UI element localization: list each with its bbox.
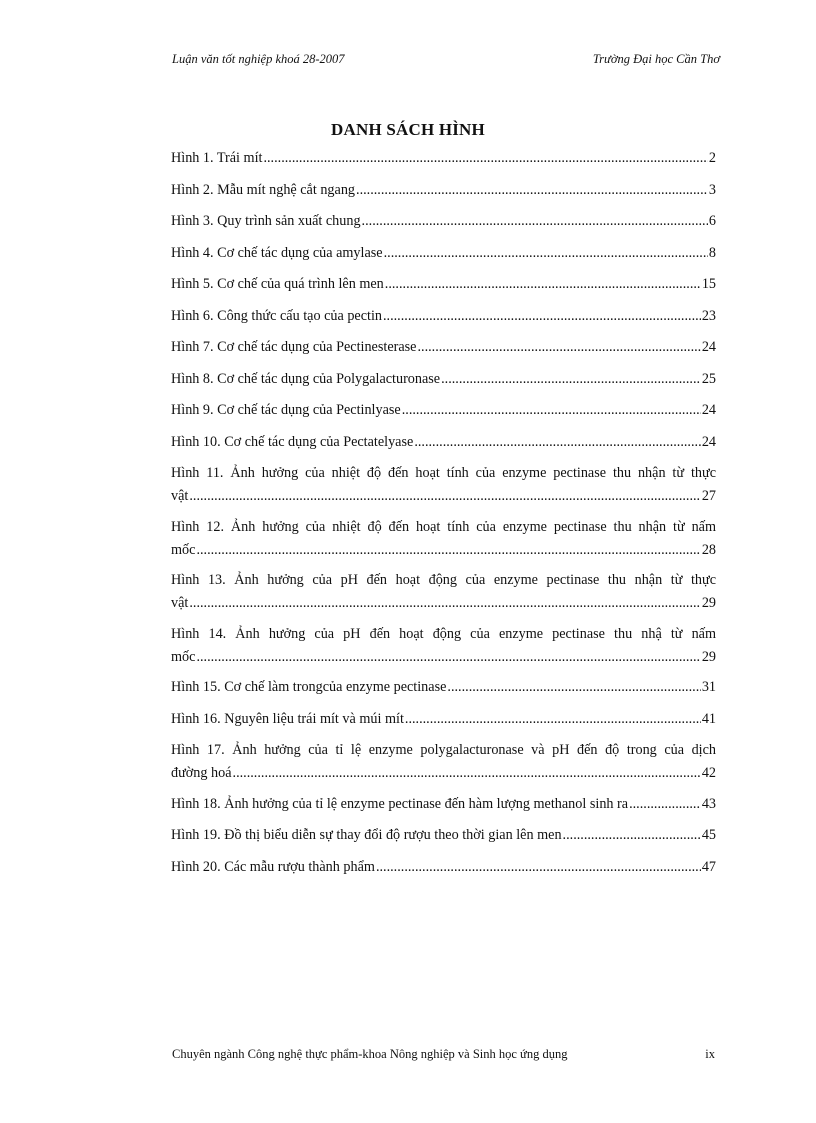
figure-label: Hình 19. Đồ thị biểu diễn sự thay đổi độ rượu theo thời gian lên men: [171, 827, 562, 843]
figure-list-item[interactable]: [171, 516, 716, 564]
leader-dots: [441, 368, 701, 390]
page-number: 43: [701, 795, 716, 812]
figure-label: Hình 11. Ảnh hưởng của nhiệt độ đến hoạt tính của enzyme pectinase thu nhận từ thực: [171, 465, 716, 481]
header-university: Trường Đại học Cần Thơ: [592, 52, 720, 66]
figure-label: Hình 4. Cơ chế tác dụng của amylase: [171, 244, 383, 261]
figure-label-continued: vật: [171, 595, 189, 611]
figure-list-item[interactable]: [171, 708, 716, 740]
leader-dots: [376, 856, 701, 878]
page-number: 25: [701, 370, 716, 387]
figure-list-item[interactable]: [171, 462, 716, 510]
figure-list-item[interactable]: [171, 569, 716, 617]
page-header: [172, 52, 720, 68]
figure-label: Hình 16. Nguyên liệu trái mít và múi mít: [171, 710, 404, 727]
figure-list-item[interactable]: [171, 793, 716, 825]
figure-list-item[interactable]: [171, 431, 716, 463]
page-number: 27: [701, 488, 716, 504]
figure-label-continued: đường hoá: [171, 765, 232, 781]
figure-list-item[interactable]: [171, 336, 716, 368]
figure-list-item[interactable]: [171, 399, 716, 431]
figure-label: Hình 5. Cơ chế của quá trình lên men: [171, 276, 384, 292]
figure-list-item[interactable]: [171, 739, 716, 787]
leader-dots: [385, 273, 701, 295]
leader-dots: [196, 646, 700, 668]
figure-label: Hình 8. Cơ chế tác dụng của Polygalacturonase: [171, 370, 441, 387]
leader-dots: [405, 708, 701, 730]
page-number: 6: [708, 213, 716, 229]
page-number: 47: [701, 858, 716, 875]
page-number: 41: [701, 710, 716, 727]
figure-list-item[interactable]: [171, 147, 716, 179]
leader-dots: [356, 179, 708, 201]
figure-list-item[interactable]: [171, 305, 716, 337]
leader-dots: [384, 242, 708, 264]
leader-dots: [196, 539, 700, 561]
page-number: 24: [701, 402, 716, 418]
footer-page-number: ix: [705, 1047, 715, 1061]
leader-dots: [189, 592, 700, 614]
page-number: 24: [701, 339, 716, 355]
figure-label: Hình 15. Cơ chế làm trongcủa enzyme pectinase: [171, 679, 447, 695]
leader-dots: [414, 431, 701, 453]
figure-label: Hình 13. Ảnh hưởng của pH đến hoạt động của enzyme pectinase thu nhận từ thực: [171, 572, 716, 588]
page-number: 15: [701, 276, 716, 292]
leader-dots: [402, 399, 701, 421]
page-footer: [172, 1047, 715, 1063]
leader-dots: [447, 676, 700, 698]
figure-label: Hình 7. Cơ chế tác dụng của Pectinesterase: [171, 339, 417, 355]
figure-label-continued: vật: [171, 488, 189, 504]
page-number: 42: [701, 765, 716, 781]
figure-label: Hình 18. Ảnh hưởng của tỉ lệ enzyme pectinase đến hàm lượng methanol sinh ra: [171, 795, 629, 812]
figure-list-item[interactable]: [171, 179, 716, 211]
leader-dots: [563, 824, 701, 846]
page-title: DANH SÁCH HÌNH: [331, 120, 485, 139]
leader-dots: [362, 210, 708, 232]
page-number: 23: [701, 307, 716, 324]
page-number: 29: [701, 595, 716, 611]
figure-list-item[interactable]: [171, 824, 716, 856]
figure-list-item[interactable]: [171, 210, 716, 242]
figure-label-continued: mốc: [171, 541, 196, 558]
figure-label: Hình 10. Cơ chế tác dụng của Pectatelyase: [171, 433, 414, 450]
page-number: 24: [701, 433, 716, 450]
figure-list-item[interactable]: [171, 273, 716, 305]
page-number: 29: [701, 648, 716, 665]
figure-label: Hình 1. Trái mít: [171, 150, 263, 166]
leader-dots: [263, 147, 707, 169]
leader-dots: [417, 336, 700, 358]
figure-list-item[interactable]: [171, 623, 716, 671]
figure-list-item[interactable]: [171, 856, 716, 888]
page-number: 31: [701, 679, 716, 695]
figure-label: Hình 12. Ảnh hưởng của nhiệt độ đến hoạt tính của enzyme pectinase thu nhận từ nấm: [171, 518, 716, 535]
figure-list-item[interactable]: [171, 368, 716, 400]
figure-list-item[interactable]: [171, 676, 716, 708]
footer-department: Chuyên ngành Công nghệ thực phẩm-khoa Nông nghiệp và Sinh học ứng dụng: [172, 1047, 568, 1061]
figure-label-continued: mốc: [171, 648, 196, 665]
page-number: 8: [708, 244, 716, 261]
figure-label: Hình 6. Công thức cấu tạo của pectin: [171, 307, 382, 324]
page-number: 45: [701, 827, 716, 843]
page-number: 3: [708, 181, 716, 198]
figure-list: [171, 147, 716, 887]
page-number: 2: [708, 150, 716, 166]
figure-label: Hình 3. Quy trình sản xuất chung: [171, 213, 361, 229]
header-thesis-title: Luận văn tốt nghiệp khoá 28-2007: [172, 52, 345, 66]
leader-dots: [189, 485, 700, 507]
leader-dots: [383, 305, 701, 327]
figure-list-item[interactable]: [171, 242, 716, 274]
page-number: 28: [701, 541, 716, 558]
figure-label: Hình 9. Cơ chế tác dụng của Pectinlyase: [171, 402, 401, 418]
figure-label: Hình 2. Mẫu mít nghệ cắt ngang: [171, 181, 356, 198]
figure-label: Hình 17. Ảnh hưởng của tỉ lệ enzyme polygalacturonase và pH đến độ trong của dịch: [171, 742, 716, 758]
leader-dots: [233, 762, 701, 784]
figure-label: Hình 20. Các mẫu rượu thành phẩm: [171, 858, 375, 875]
leader-dots: [629, 793, 701, 815]
figure-label: Hình 14. Ảnh hưởng của pH đến hoạt động của enzyme pectinase thu nhậ từ nấm: [171, 625, 716, 642]
